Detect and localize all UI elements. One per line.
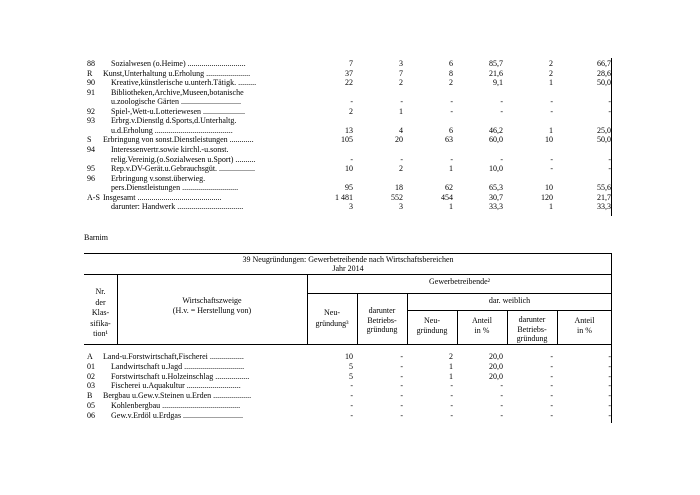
region-label: Barnim bbox=[84, 233, 108, 242]
row-value: 9,1 bbox=[493, 78, 503, 88]
row-value: 10 bbox=[545, 183, 553, 193]
row-label: Erbringung v.sonst.überwieg. bbox=[111, 174, 206, 183]
row-value: 37 bbox=[345, 68, 353, 78]
row-value: - bbox=[350, 381, 353, 391]
row-value: - bbox=[550, 106, 553, 116]
row-value: 120 bbox=[541, 192, 553, 202]
row-value: 20 bbox=[395, 135, 403, 145]
row-code: B bbox=[87, 391, 93, 401]
row-value: - bbox=[450, 410, 453, 420]
row-value: - bbox=[400, 410, 403, 420]
row-code: 06 bbox=[87, 410, 95, 420]
row-value: - bbox=[608, 164, 611, 174]
row-value: - bbox=[608, 381, 611, 391]
row-value: - bbox=[550, 410, 553, 420]
row-value: 30,7 bbox=[489, 192, 503, 202]
row-value: - bbox=[550, 371, 553, 381]
row-label: Forstwirtschaft u.Holzeinschlag ................. bbox=[111, 372, 250, 381]
row-value: - bbox=[450, 391, 453, 401]
row-value: 66,7 bbox=[597, 59, 611, 68]
row-value: 8 bbox=[449, 68, 453, 78]
row-label: Insgesamt .......................................... bbox=[103, 193, 222, 202]
row-value: - bbox=[350, 97, 353, 107]
row-code: 90 bbox=[87, 78, 95, 88]
row-value: - bbox=[450, 154, 453, 164]
row-code: 95 bbox=[87, 164, 95, 174]
row-value: - bbox=[550, 352, 553, 361]
row-label: Erbringung von sonst.Dienstleistungen ............ bbox=[103, 136, 254, 145]
row-code: 94 bbox=[87, 144, 95, 154]
row-value: 552 bbox=[391, 192, 403, 202]
row-value: 55,6 bbox=[597, 183, 611, 193]
row-value: - bbox=[608, 97, 611, 107]
row-value: 10 bbox=[345, 352, 353, 361]
row-value: 10 bbox=[345, 164, 353, 174]
header-gewerbetreibende: Gewerbetreibende² bbox=[428, 277, 491, 286]
rule-under-gewerbe bbox=[307, 293, 612, 294]
row-value: - bbox=[550, 164, 553, 174]
row-value: 21,7 bbox=[597, 192, 611, 202]
header-top-rule bbox=[84, 274, 612, 275]
row-value: - bbox=[350, 401, 353, 410]
row-value: - bbox=[500, 401, 503, 410]
row-label: Sozialwesen (o.Heime) ............................. bbox=[111, 60, 246, 68]
row-value: 10 bbox=[545, 135, 553, 145]
row-value: 3 bbox=[349, 202, 353, 212]
row-value: 2 bbox=[549, 59, 553, 68]
row-value: 13 bbox=[345, 125, 353, 135]
row-value: 454 bbox=[441, 192, 453, 202]
row-value: 2 bbox=[399, 78, 403, 88]
row-value: 20,0 bbox=[489, 352, 503, 361]
row-value: 28,6 bbox=[597, 68, 611, 78]
row-value: 2 bbox=[349, 106, 353, 116]
row-value: - bbox=[400, 371, 403, 381]
row-value: 65,3 bbox=[489, 183, 503, 193]
row-code: 93 bbox=[87, 116, 95, 126]
row-code: 05 bbox=[87, 401, 95, 410]
row-code: A bbox=[87, 352, 93, 361]
row-value: 6 bbox=[449, 59, 453, 68]
row-value: 1 bbox=[549, 78, 553, 88]
row-label: Land-u.Forstwirtschaft,Fischerei ................. bbox=[103, 353, 244, 361]
row-label: Landwirtschaft u.Jagd .............................. bbox=[111, 362, 245, 371]
row-code: 92 bbox=[87, 106, 95, 116]
row-value: - bbox=[500, 106, 503, 116]
row-value: 60,0 bbox=[489, 135, 503, 145]
row-value: 105 bbox=[341, 135, 353, 145]
row-value: 1 bbox=[449, 202, 453, 212]
header-dar-weiblich: dar. weiblich bbox=[488, 296, 531, 305]
row-value: - bbox=[400, 97, 403, 107]
row-value: - bbox=[608, 361, 611, 371]
row-value: 1 481 bbox=[335, 192, 353, 202]
row-value: 50,0 bbox=[597, 135, 611, 145]
row-value: - bbox=[450, 97, 453, 107]
row-code: 02 bbox=[87, 371, 95, 381]
row-value: - bbox=[550, 97, 553, 107]
row-value: 2 bbox=[549, 68, 553, 78]
row-value: 6 bbox=[449, 125, 453, 135]
row-value: 95 bbox=[345, 183, 353, 193]
row-value: - bbox=[550, 154, 553, 164]
row-code: S bbox=[87, 135, 92, 145]
row-value: 1 bbox=[449, 164, 453, 174]
row-value: - bbox=[350, 154, 353, 164]
row-label: Bibliotheken,Archive,Museen,botanische bbox=[111, 88, 244, 97]
row-label: u.zoologische Gärten .............................. bbox=[111, 98, 241, 107]
table-title: 39 Neugründungen: Gewerbetreibende nach Wirtschaftsbereichen bbox=[242, 255, 454, 264]
row-code: R bbox=[87, 68, 93, 78]
row-value: - bbox=[450, 381, 453, 391]
row-value: 1 bbox=[449, 371, 453, 381]
row-value: 5 bbox=[349, 361, 353, 371]
row-value: - bbox=[550, 391, 553, 401]
row-value: - bbox=[500, 410, 503, 420]
row-label: Kunst,Unterhaltung u.Erholung ...................... bbox=[103, 69, 251, 78]
row-value: - bbox=[400, 154, 403, 164]
row-label: darunter: Handwerk ................................. bbox=[111, 203, 244, 212]
row-label: Spiel-,Wett-u.Lotteriewesen ..................... bbox=[111, 107, 245, 116]
row-value: - bbox=[608, 391, 611, 401]
header-nr: Nr. der Klas- sifika- tion¹ bbox=[90, 287, 111, 338]
header-w-neugruendung: Neu- gründung bbox=[416, 316, 448, 335]
row-value: 2 bbox=[449, 78, 453, 88]
row-label: Gew.v.Erdöl u.Erdgas .............................. bbox=[111, 411, 244, 420]
table-year: Jahr 2014 bbox=[332, 264, 364, 273]
row-label: Fischerei u.Aquakultur ........................... bbox=[111, 382, 241, 391]
header-bottom-rule bbox=[84, 344, 612, 345]
row-value: 2 bbox=[399, 164, 403, 174]
row-value: 62 bbox=[445, 183, 453, 193]
row-value: 63 bbox=[445, 135, 453, 145]
row-value: 2 bbox=[449, 352, 453, 361]
row-value: - bbox=[350, 391, 353, 401]
row-value: - bbox=[550, 381, 553, 391]
row-value: - bbox=[550, 401, 553, 410]
row-value: - bbox=[550, 361, 553, 371]
row-value: 5 bbox=[349, 371, 353, 381]
rule-under-weiblich bbox=[407, 310, 612, 311]
row-label: Kreative,künstlerische u.unterh.Tätigk. ......... bbox=[111, 79, 257, 88]
row-value: 50,0 bbox=[597, 78, 611, 88]
row-value: 25,0 bbox=[597, 125, 611, 135]
row-value: 7 bbox=[349, 59, 353, 68]
row-value: - bbox=[450, 401, 453, 410]
row-code: 88 bbox=[87, 59, 95, 68]
row-label: relig.Vereinig.(o.Sozialwesen u.Sport) .......... bbox=[111, 155, 256, 164]
header-w-darunter: darunter Betriebs- gründung bbox=[516, 315, 548, 343]
row-value: - bbox=[608, 401, 611, 410]
row-value: 20,0 bbox=[489, 361, 503, 371]
row-value: - bbox=[400, 381, 403, 391]
row-value: 4 bbox=[399, 125, 403, 135]
row-value: - bbox=[608, 371, 611, 381]
row-value: 1 bbox=[549, 125, 553, 135]
row-value: 46,2 bbox=[489, 125, 503, 135]
row-value: - bbox=[608, 352, 611, 361]
row-label: Kohlenbergbau ....................................... bbox=[111, 402, 241, 410]
row-value: 20,0 bbox=[489, 371, 503, 381]
row-value: 10,0 bbox=[489, 164, 503, 174]
row-value: - bbox=[400, 401, 403, 410]
row-value: 1 bbox=[449, 361, 453, 371]
row-value: - bbox=[500, 381, 503, 391]
row-value: 85,7 bbox=[489, 59, 503, 68]
row-label: Rep.v.DV-Gerät.u.Gebrauchsgüt. .................. bbox=[111, 165, 256, 174]
row-value: 1 bbox=[549, 202, 553, 212]
row-value: 1 bbox=[399, 106, 403, 116]
row-label: pers.Dienstleistungen ............................ bbox=[111, 184, 239, 193]
row-value: - bbox=[500, 154, 503, 164]
row-value: - bbox=[400, 352, 403, 361]
header-wirtschaftszweige: Wirtschaftszweige (H.v. = Herstellung von) bbox=[172, 296, 252, 315]
row-value: 18 bbox=[395, 183, 403, 193]
row-label: Erbrg.v.Dienstlg d.Sports,d.Unterhaltg. bbox=[111, 117, 237, 126]
row-value: 33,3 bbox=[597, 202, 611, 212]
row-label: Interessenvertr.sowie kirchl.-u.sonst. bbox=[111, 145, 229, 154]
row-value: - bbox=[450, 106, 453, 116]
top-right-border bbox=[611, 58, 612, 216]
row-value: 3 bbox=[399, 202, 403, 212]
row-value: - bbox=[400, 361, 403, 371]
header-w-anteil: Anteil in % bbox=[472, 316, 492, 335]
row-code: 01 bbox=[87, 361, 95, 371]
row-value: 21,6 bbox=[489, 68, 503, 78]
row-value: 22 bbox=[345, 78, 353, 88]
row-value: 7 bbox=[399, 68, 403, 78]
row-value: - bbox=[500, 97, 503, 107]
row-value: 33,3 bbox=[489, 202, 503, 212]
header-w-anteil2: Anteil in % bbox=[574, 316, 595, 335]
row-value: - bbox=[400, 391, 403, 401]
header-darunter-betrieb: darunter Betriebs- gründung bbox=[366, 306, 398, 334]
row-value: - bbox=[608, 154, 611, 164]
row-value: 3 bbox=[399, 59, 403, 68]
row-code: 03 bbox=[87, 381, 95, 391]
row-value: - bbox=[608, 410, 611, 420]
row-label: u.d.Erholung ....................................... bbox=[111, 126, 233, 135]
row-code: A-S bbox=[87, 192, 100, 202]
row-value: - bbox=[350, 410, 353, 420]
row-label: Bergbau u.Gew.v.Steinen u.Erden ................... bbox=[103, 392, 252, 401]
row-value: - bbox=[608, 106, 611, 116]
row-code: 96 bbox=[87, 173, 95, 183]
table-top-rule bbox=[84, 253, 612, 254]
row-code: 91 bbox=[87, 87, 95, 97]
header-neugruendung: Neu- gründung³ bbox=[315, 308, 349, 328]
row-value: - bbox=[500, 391, 503, 401]
